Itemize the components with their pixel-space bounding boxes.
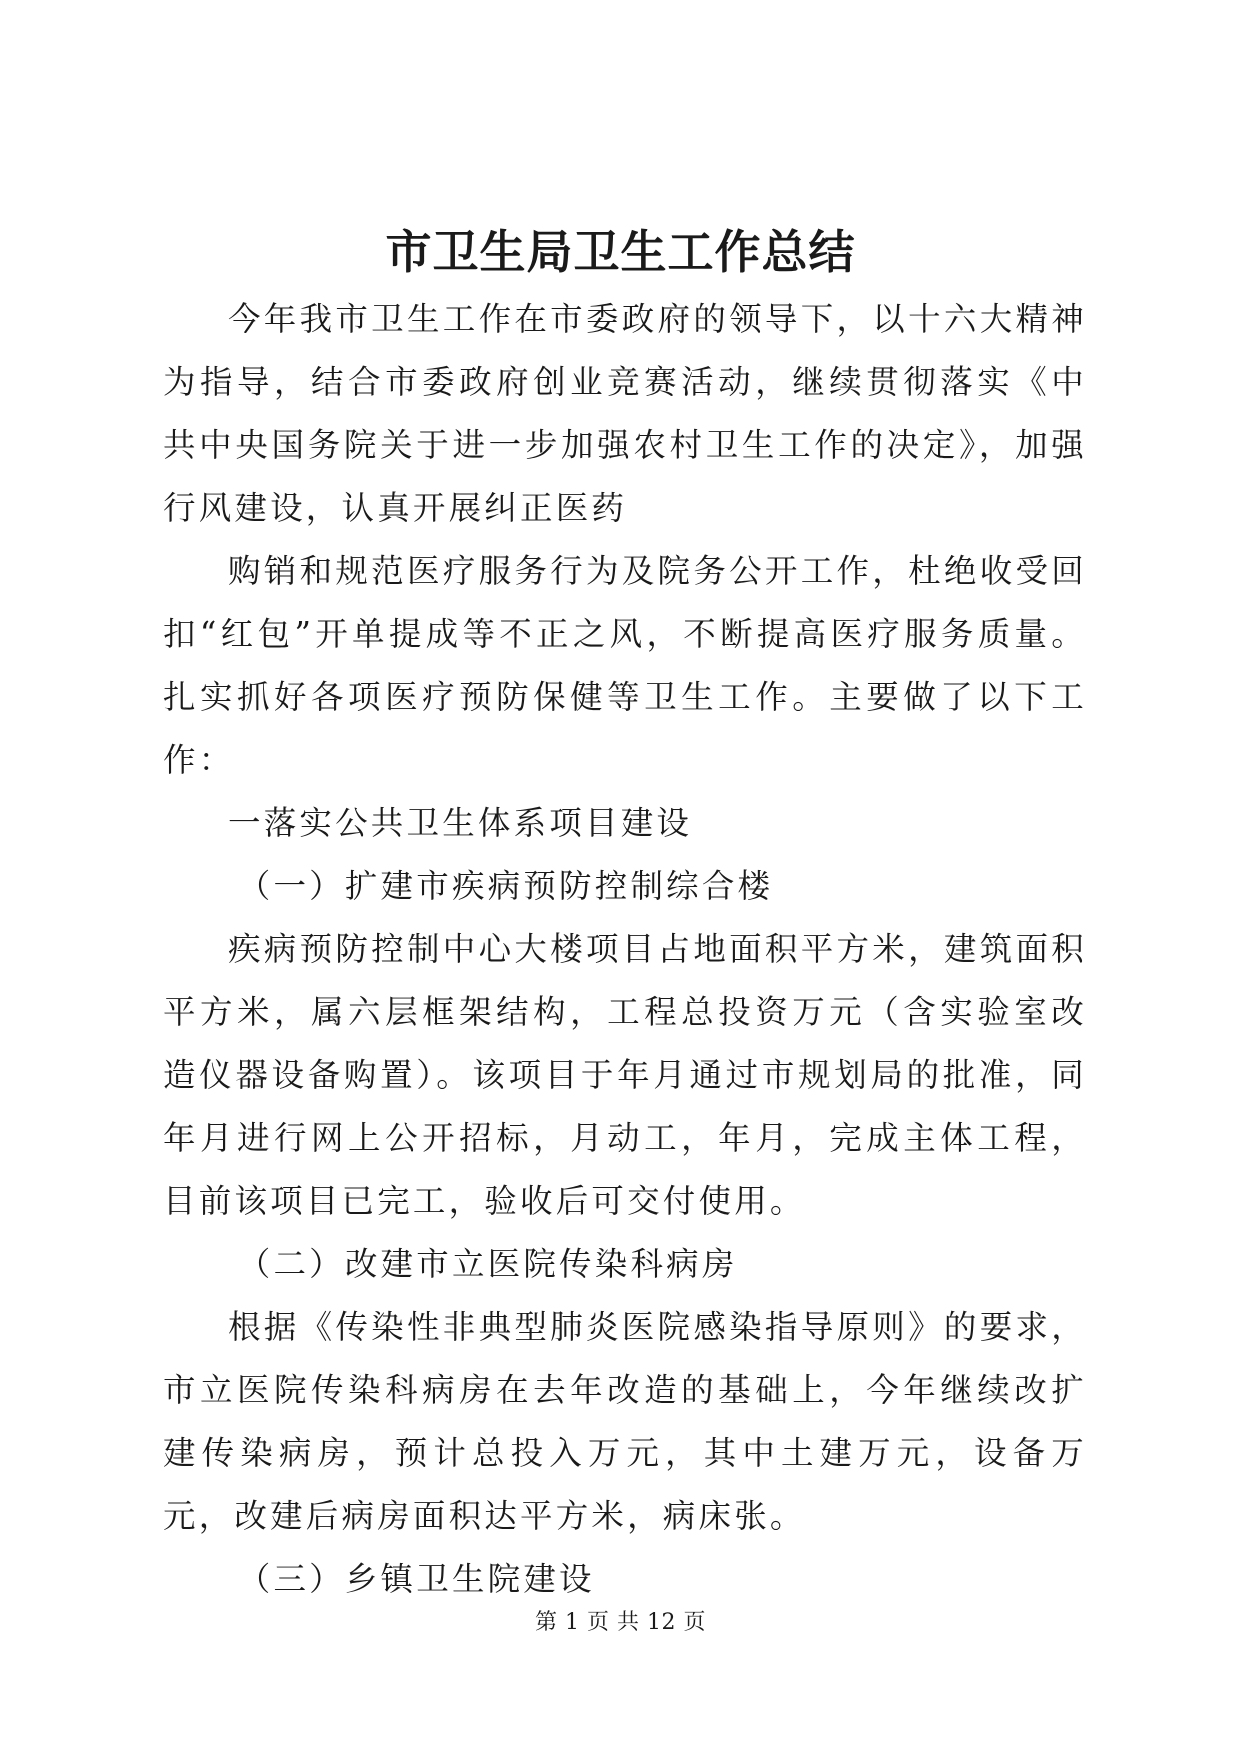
section-heading-1: 一落实公共卫生体系项目建设 — [228, 804, 693, 842]
document-body — [163, 288, 1087, 1611]
paragraph-intro-continued: 购销和规范医疗服务行为及院务公开工作，杜绝收受回扣“红包”开单提成等不正之风，不断提高医疗服务质量。扎实抓好各项医疗预防保健等卫生工作。主要做了以下工作： — [163, 552, 1087, 779]
paragraph-intro: 今年我市卫生工作在市委政府的领导下，以十六大精神为指导，结合市委政府创业竞赛活动，继续贯彻落实《中共中央国务院关于进一步加强农村卫生工作的决定》，加强行风建设，认真开展纠正医药 — [163, 300, 1087, 527]
subsection-heading-2: （二）改建市立医院传染科病房 — [237, 1245, 738, 1283]
page-footer: 第 1 页 共 12 页 — [535, 1610, 706, 1635]
paragraph-cdc-building: 疾病预防控制中心大楼项目占地面积平方米，建筑面积平方米，属六层框架结构，工程总投资万元（含实验室改造仪器设备购置）。该项目于年月通过市规划局的批准，同年月进行网上公开招标，月动工，年月，完成主体工程，目前该项目已完工，验收后可交付使用。 — [163, 930, 1087, 1220]
document-title: 市卫生局卫生工作总结 — [385, 225, 856, 279]
subsection-heading-1: （一）扩建市疾病预防控制综合楼 — [237, 867, 774, 905]
paragraph-infectious-ward: 根据《传染性非典型肺炎医院感染指导原则》的要求，市立医院传染科病房在去年改造的基础上，今年继续改扩建传染病房，预计总投入万元，其中土建万元，设备万元，改建后病房面积达平方米，病床张。 — [163, 1308, 1087, 1535]
subsection-heading-3: （三）乡镇卫生院建设 — [237, 1560, 595, 1598]
